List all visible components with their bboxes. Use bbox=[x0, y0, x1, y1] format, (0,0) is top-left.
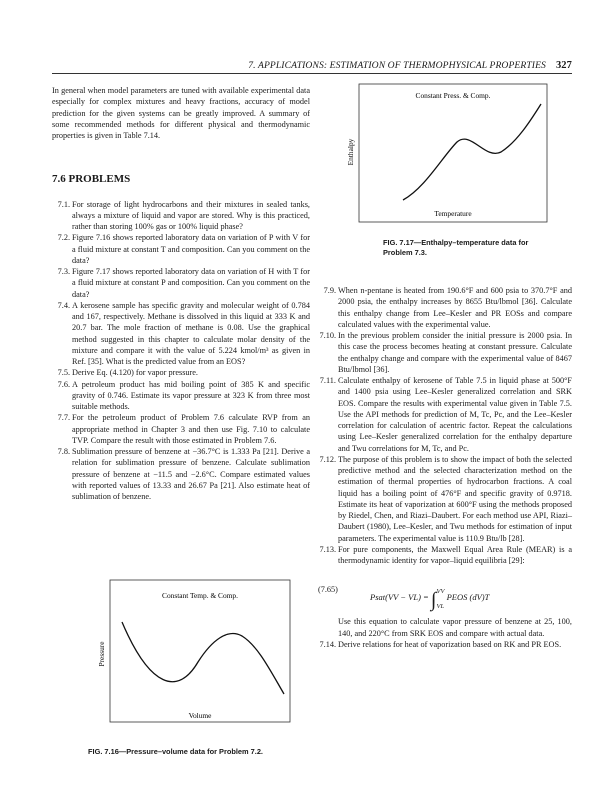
problem-number: 7.5. bbox=[57, 368, 70, 378]
problem-item bbox=[318, 285, 572, 330]
problem-text: Figure 7.17 shows reported laboratory data on variation of H with T for a fluid mixture at constant P and composition. Can you comment on the data? bbox=[72, 267, 310, 299]
page-number: 327 bbox=[555, 60, 572, 71]
problem-number: 7.6. bbox=[57, 379, 70, 389]
section-title: PROBLEMS bbox=[68, 173, 131, 186]
figure-7-16 bbox=[80, 570, 300, 730]
integral-lower-limit: VL bbox=[436, 603, 445, 611]
fig16-xlabel: Volume bbox=[188, 711, 212, 720]
problem-text: A kerosene sample has specific gravity and molecular weight of 0.784 and 167, respectively. Methane is dissolved in this liquid at 333 K and 20.7 bar. The mole fraction of methane is 0.08. Use the graphical method suggested in this chapter to calculate molar density of the mixture and compare it with the value of 5.224 kmol/m³ as given in Ref. [35]. What is the predicted value from an EOS? bbox=[72, 300, 310, 366]
after-equation-text: Use this equation to calculate vapor pressure of benzene at 25, 100, 140, and 220°C from SRK EOS and compare with actual data. bbox=[338, 617, 572, 638]
ht-curve bbox=[403, 104, 541, 200]
problem-number: 7.10. bbox=[319, 331, 336, 340]
problem-item bbox=[52, 367, 310, 378]
problem-text: Figure 7.16 shows reported laboratory data on variation of P with V for a fluid mixture at constant T and composition. Can you comment on the data? bbox=[72, 233, 310, 265]
problem-text: The purpose of this problem is to show the impact of both the selected predictive method and the selected characterization method on the estimation of thermal properties of hydrocarbon fractions. A coal liquid has a boiling point of 476°F and specific gravity of 0.9718. Estimate its heat of vaporization at 600°F using the methods proposed by Riedel, Chen, and Riazi–Daubert. For each method use API, Riazi–Daubert (1980), Lee–Kesler, and Twu methods for estimation of input parameters. The experimental value is 110.9 Btu/lb [28]. bbox=[338, 454, 572, 543]
running-header bbox=[0, 60, 572, 71]
problem-item bbox=[52, 199, 310, 233]
fig17-xlabel: Temperature bbox=[434, 209, 472, 218]
problem-item bbox=[52, 446, 310, 502]
figure-7-16-caption: FIG. 7.16—Pressure–volume data for Problem 7.2. bbox=[88, 747, 263, 756]
pressure-volume-plot bbox=[80, 570, 300, 730]
section-number: 7.6 bbox=[52, 173, 66, 186]
problem-text: Derive relations for heat of vaporization based on RK and PR EOS. bbox=[338, 639, 562, 649]
problem-number: 7.7. bbox=[57, 413, 70, 423]
problem-number: 7.2. bbox=[57, 233, 70, 243]
equation-expression bbox=[370, 584, 489, 614]
problem-number: 7.1. bbox=[57, 199, 70, 209]
right-column bbox=[318, 285, 572, 650]
fig16-label: Constant Temp. & Comp. bbox=[162, 591, 238, 600]
figure-7-17 bbox=[345, 82, 550, 232]
problem-number: 7.11. bbox=[319, 376, 336, 385]
fig17-ylabel: Enthalpy bbox=[346, 138, 355, 166]
problem-text: When n-pentane is heated from 190.6°F and 600 psia to 370.7°F and 2000 psia, the enthalpy increases by 8655 Btu/lbmol [36]. Calculate this enthalpy change from Lee–Kesler and PR EOSs and compare calculated values with the experimental value. bbox=[338, 286, 572, 329]
equation-number: (7.65) bbox=[318, 585, 338, 595]
equation-lhs: Psat(VV − VL) = bbox=[370, 592, 429, 603]
problem-number: 7.4. bbox=[57, 300, 70, 310]
problem-text: Derive Eq. (4.120) for vapor pressure. bbox=[72, 368, 198, 378]
problem-number: 7.3. bbox=[57, 267, 70, 276]
plot-frame-17 bbox=[359, 84, 547, 222]
pv-curve bbox=[122, 622, 284, 694]
problem-item bbox=[52, 300, 310, 368]
intro-paragraph: In general when model parameters are tuned with available experimental data especially for complex mixtures and heavy fractions, accuracy of model prediction for the given systems can be greatly improved. A summary of some recommended methods for different physical and thermodynamic properties is given in Table 7.14. bbox=[52, 86, 310, 140]
problem-text: A petroleum product has mid boiling point of 385 K and specific gravity of 0.746. Estimate its vapor pressure at 323 K from three most suitable methods. bbox=[72, 379, 310, 411]
problem-number: 7.14. bbox=[319, 639, 336, 649]
equation-integrand: PEOS (dV)T bbox=[446, 592, 490, 603]
fig17-label: Constant Press. & Comp. bbox=[415, 91, 491, 100]
header-rule bbox=[52, 73, 572, 74]
problem-number: 7.8. bbox=[57, 447, 70, 456]
integral-sign: ∫ bbox=[430, 589, 437, 612]
problem-item bbox=[52, 232, 310, 266]
problem-text: Calculate enthalpy of kerosene of Table 7.5 in liquid phase at 500°F and 1400 psia using Lee–Kesler generalized correlation and SRK EOS. Compare the results with experimental value given in Table 7.5. Use the API methods for prediction of M, Tc, Pc, and the Lee–Kesler correlation for calculation of acentric factor. Repeat the calculations using Lee–Kesler generalized correlation for the enthalpy departure and Twu correlations for M, Tc, and Pc. bbox=[338, 376, 572, 453]
problem-item bbox=[52, 412, 310, 446]
problem-7-14 bbox=[318, 639, 572, 650]
problem-item bbox=[52, 379, 310, 413]
problem-item bbox=[52, 266, 310, 300]
section-heading bbox=[52, 174, 310, 185]
enthalpy-temperature-plot bbox=[345, 82, 550, 232]
figure-7-17-caption: FIG. 7.17—Enthalpy–temperature data for Problem 7.3. bbox=[383, 238, 529, 257]
problem-item bbox=[318, 375, 572, 454]
left-column bbox=[52, 85, 310, 502]
running-title: 7. APPLICATIONS: ESTIMATION OF THERMOPHYSICAL PROPERTIES bbox=[248, 60, 546, 71]
problem-item bbox=[318, 454, 572, 544]
problem-text: Sublimation pressure of benzene at −36.7°C is 1.333 Pa [21]. Derive a relation for sublimation pressure of benzene. Calculate sublimation pressure of benzene at −11.5 and −2.6°C. Compare estimated values with reported values of 13.33 and 26.67 Pa [21]. Also estimate heat of sublimation of benzene. bbox=[72, 447, 310, 501]
problem-text: For pure components, the Maxwell Equal Area Rule (MEAR) is a thermodynamic identity for vapor–liquid equilibria [29]: bbox=[338, 544, 572, 565]
equation-7-65 bbox=[318, 568, 572, 610]
problem-number: 7.13. bbox=[319, 544, 336, 554]
problem-text: In the previous problem consider the initial pressure is 2000 psia. In this case the process becomes heating at constant pressure. Calculate the enthalpy change and compare with the experimental value of 8467 Btu/lbmol [36]. bbox=[338, 331, 572, 374]
problem-number: 7.12. bbox=[319, 454, 336, 464]
problem-list-left bbox=[52, 199, 310, 503]
problem-item bbox=[318, 330, 572, 375]
problem-number: 7.9. bbox=[323, 286, 336, 295]
problem-list-right bbox=[318, 285, 572, 566]
problem-item bbox=[318, 544, 572, 567]
problem-text: For the petroleum product of Problem 7.6 calculate RVP from an appropriate method in Chapter 3 and then use Fig. 7.10 to calculate TVP. Compare the result with those estimated in Problem 7.6. bbox=[72, 413, 310, 445]
integral-upper-limit: VV bbox=[436, 588, 445, 596]
fig16-ylabel: Pressure bbox=[97, 641, 106, 667]
problem-text: For storage of light hydrocarbons and their mixtures in sealed tanks, always a mixture of liquid and vapor are stored. Why is this practiced, rather than storing 100% gas or 100% liquid phase? bbox=[72, 199, 310, 231]
